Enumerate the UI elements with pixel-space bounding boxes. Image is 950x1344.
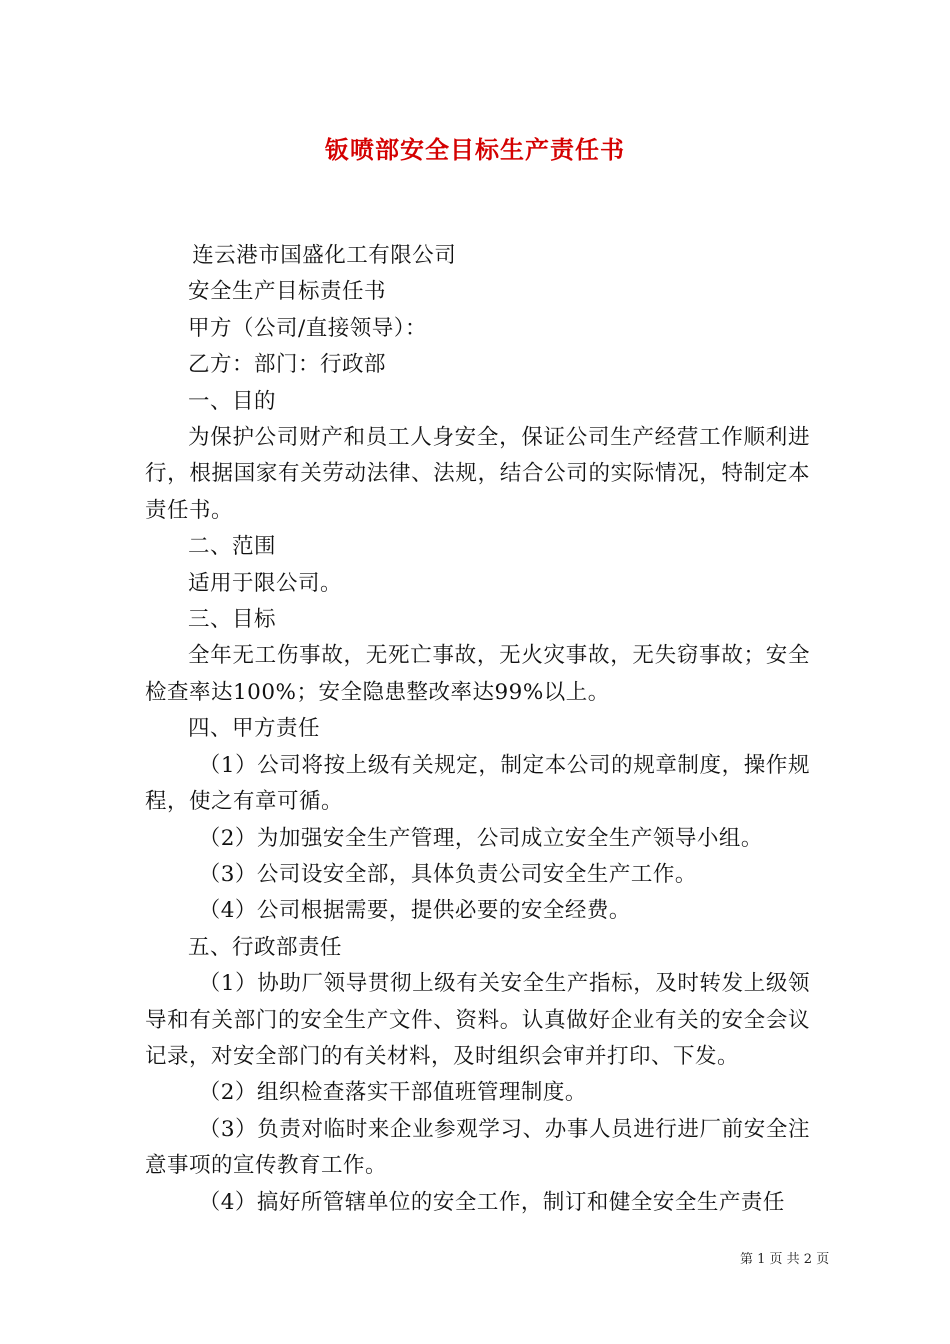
document-body xyxy=(145,238,810,1221)
section-heading: 三、目标 xyxy=(188,607,277,633)
list-item: （1）协助厂领导贯彻上级有关安全生产指标，及时转发上级领导和有关部门的安全生产文件、资料。认真做好企业有关的安全会议记录，对安全部门的有关材料，及时组织会审并打印、下发。 xyxy=(145,971,810,1069)
section-heading: 五、行政部责任 xyxy=(188,934,343,960)
paragraph: 全年无工伤事故，无死亡事故，无火灾事故，无失窃事故；安全检查率达100%；安全隐患整改率达99%以上。 xyxy=(145,643,810,705)
list-item: （4）搞好所管辖单位的安全工作，制订和健全安全生产责任 xyxy=(198,1189,785,1215)
party-a: 甲方（公司/直接领导）： xyxy=(188,315,427,341)
list-item: （3）公司设安全部，具体负责公司安全生产工作。 xyxy=(198,861,697,887)
list-item: （3）负责对临时来企业参观学习、办事人员进行进厂前安全注意事项的宣传教育工作。 xyxy=(145,1116,810,1179)
document-title: 钣喷部安全目标生产责任书 xyxy=(325,135,625,164)
paragraph: 适用于限公司。 xyxy=(188,570,343,596)
party-b: 乙方：部门：行政部 xyxy=(188,352,387,378)
section-heading: 一、目的 xyxy=(188,388,277,414)
company-name: 连云港市国盛化工有限公司 xyxy=(192,243,457,268)
section-heading: 二、范围 xyxy=(188,534,277,560)
page-number: 第 1 页 共 2 页 xyxy=(740,1252,830,1267)
subtitle: 安全生产目标责任书 xyxy=(188,279,387,305)
list-item: （1）公司将按上级有关规定，制定本公司的规章制度，操作规程，使之有章可循。 xyxy=(145,752,810,815)
section-heading: 四、甲方责任 xyxy=(188,716,321,742)
list-item: （2）为加强安全生产管理，公司成立安全生产领导小组。 xyxy=(198,825,763,851)
list-item: （4）公司根据需要，提供必要的安全经费。 xyxy=(198,898,631,924)
paragraph: 为保护公司财产和员工人身安全，保证公司生产经营工作顺利进行，根据国家有关劳动法律、法规，结合公司的实际情况，特制定本责任书。 xyxy=(145,425,810,523)
list-item: （2）组织检查落实干部值班管理制度。 xyxy=(198,1080,587,1106)
